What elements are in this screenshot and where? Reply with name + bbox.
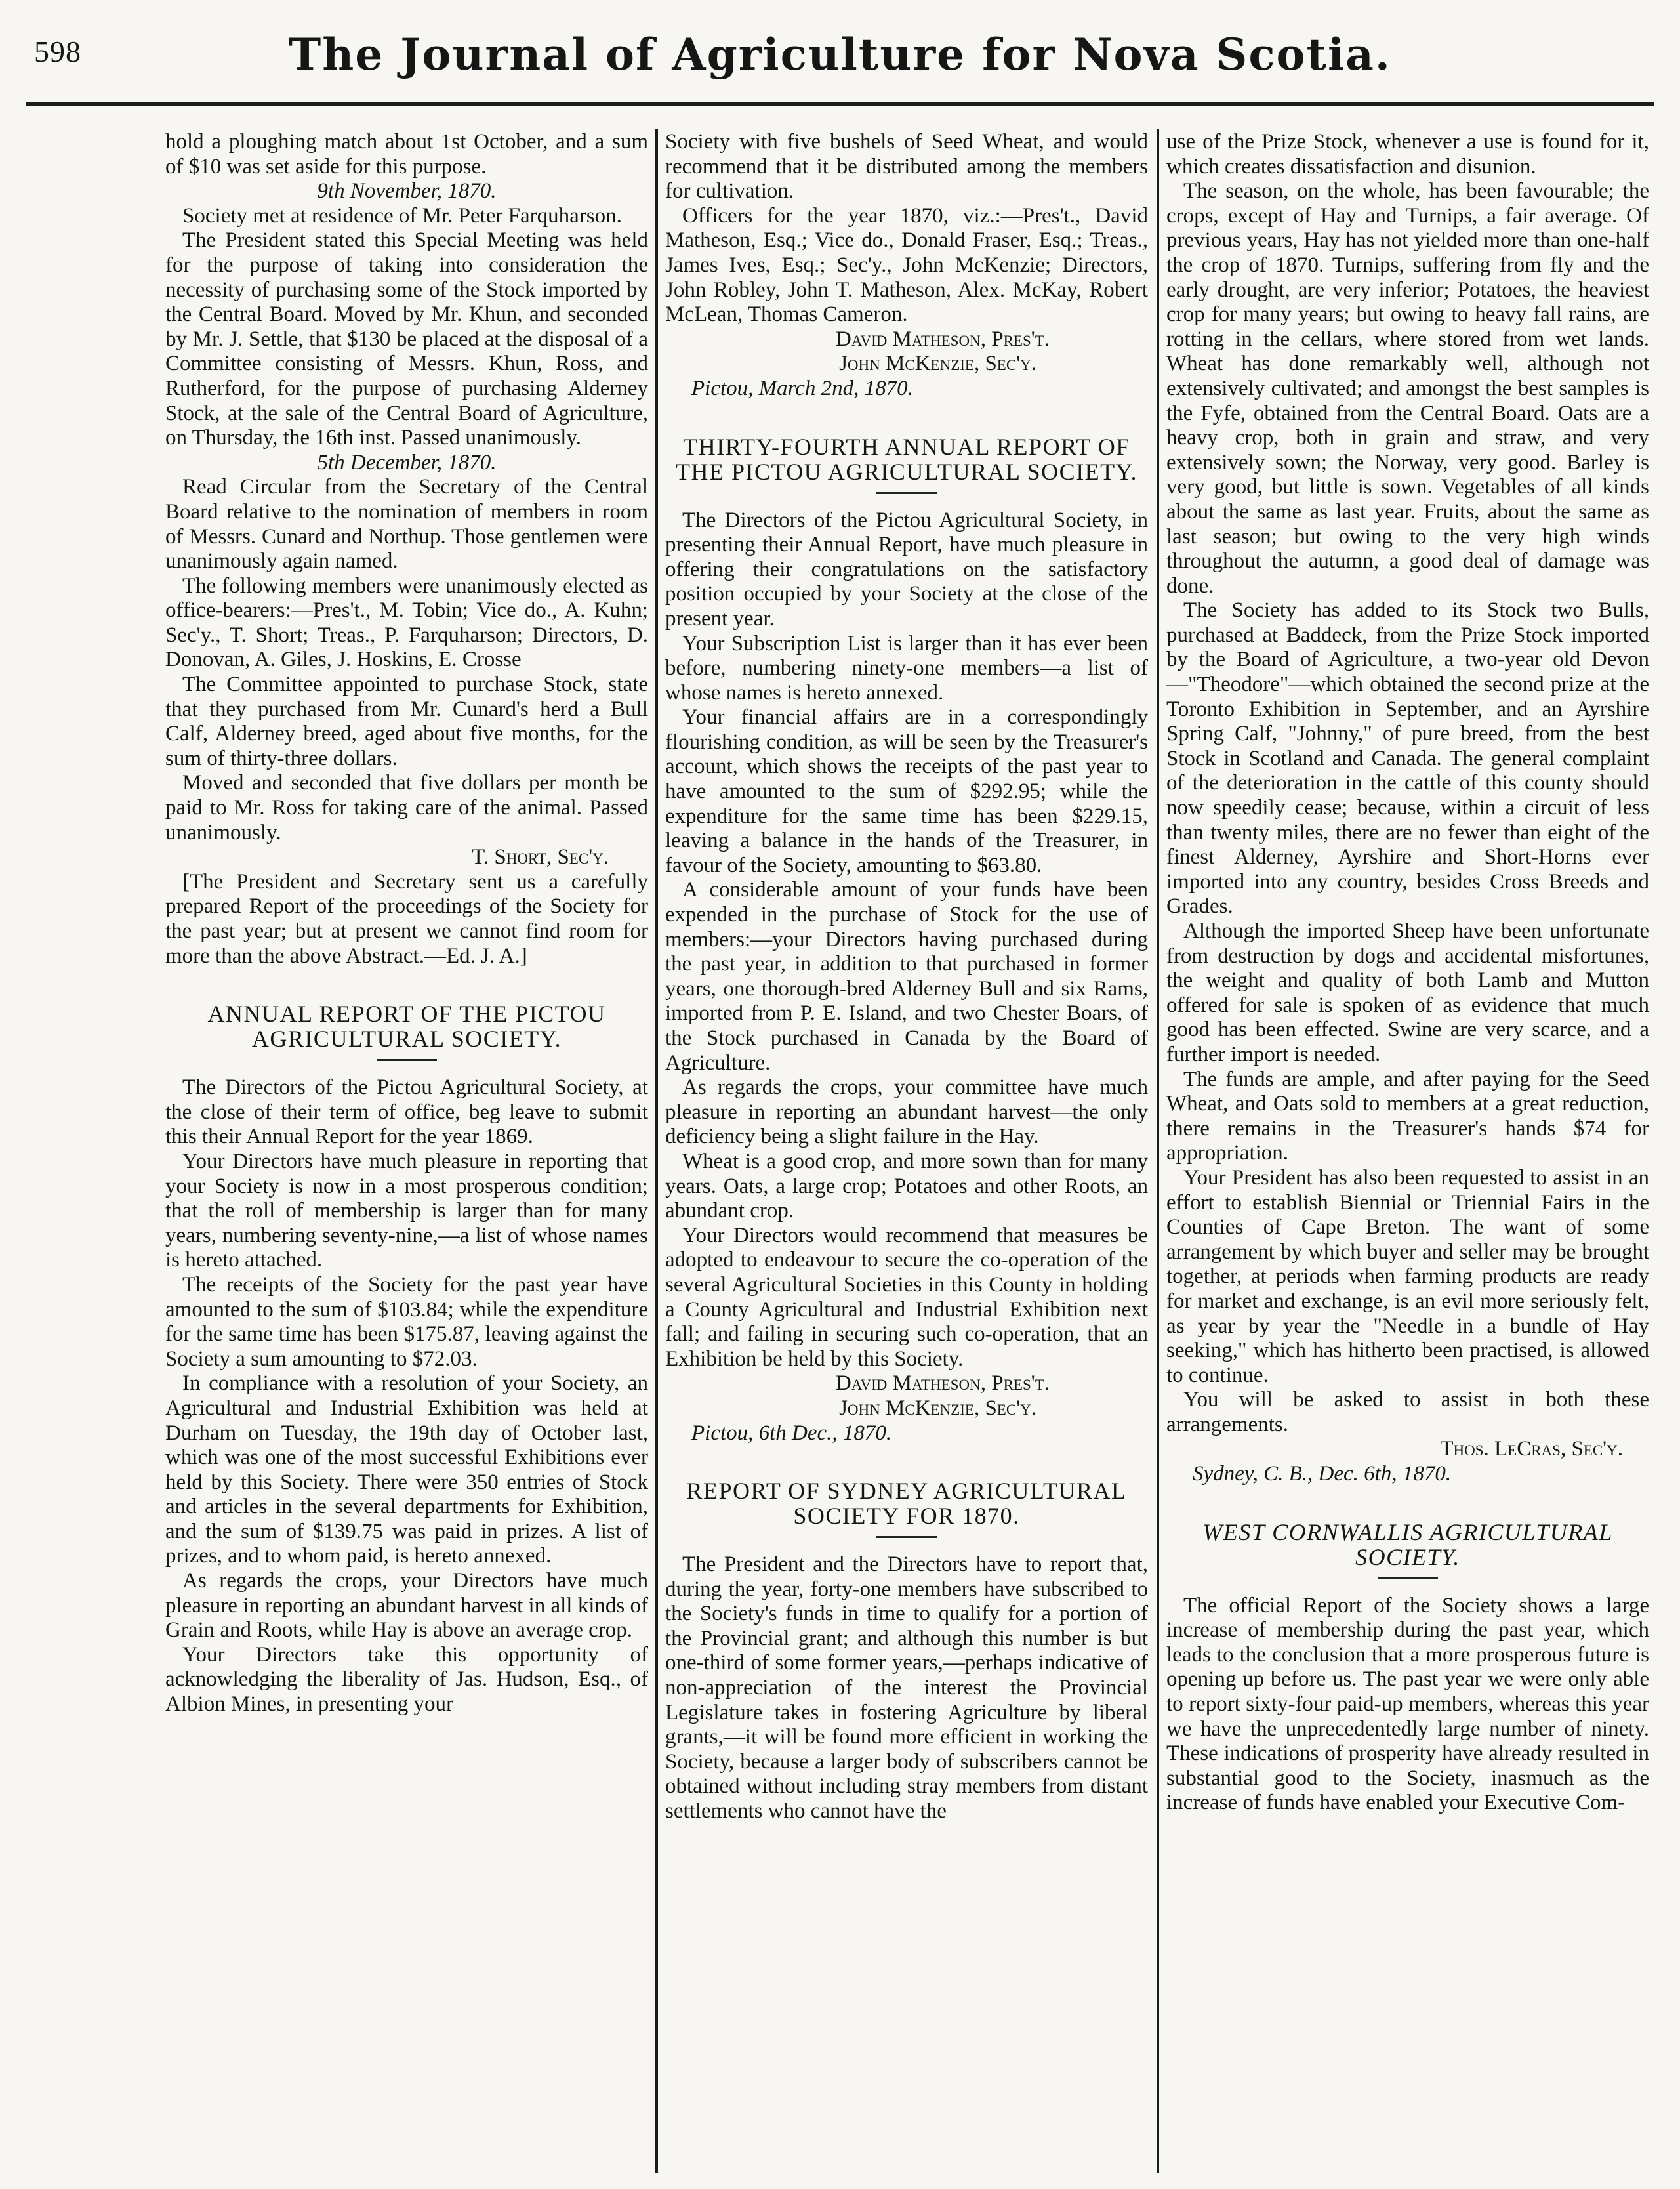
heading-rule — [377, 1059, 437, 1061]
signature: David Matheson, Pres't. — [835, 327, 1050, 351]
paragraph: Your President has also been requested to assist in an effort to establish Biennial or Triennial Fairs in the Counties of Cape Breton. The want of some arrangement by which buyer and seller may be brought together, at periods when farming products are ready for market and exchange, is an evil more seriously felt, as year by year the "Needle in a bundle of Hay seeking," which has hitherto been practised, is allowed to continue. — [1166, 1165, 1649, 1387]
paragraph: As regards the crops, your committee have much pleasure in reporting an abundant harvest—the only deficiency being a slight failure in the Hay. — [665, 1075, 1148, 1149]
paragraph: The Directors of the Pictou Agricultural Society, at the close of their term of office, beg leave to submit this their Annual Report for the year 1869. — [165, 1075, 648, 1149]
heading-rule — [1378, 1577, 1438, 1579]
signature: John McKenzie, Sec'y. — [839, 1396, 1036, 1420]
section-heading: WEST CORNWALLIS AGRICULTURAL SOCIETY. — [1202, 1518, 1613, 1570]
page-number: 598 — [34, 35, 81, 68]
paragraph: hold a ploughing match about 1st October, and a sum of $10 was set aside for this purpose. — [165, 130, 648, 178]
column-divider-1 — [655, 129, 658, 2173]
heading-rule — [876, 1536, 937, 1538]
paragraph: You will be asked to assist in both these arrangements. — [1166, 1388, 1649, 1436]
column-2 — [665, 130, 1148, 2177]
paragraph: The following members were unanimously elected as office-bearers:—Pres't., M. Tobin; Vice do., A. Kuhn; Sec'y., T. Short; Treas., P. Farquharson; Directors, D. Donovan, A. Giles, J. Hoskins, E. Crosse — [165, 573, 648, 672]
editor-note: [The President and Secretary sent us a carefully prepared Report of the proceedings of the Society for the past year; but at present we cannot find room for more than the above Abstract.—Ed. J. A.] — [165, 869, 648, 968]
paragraph: Your Directors have much pleasure in reporting that your Society is now in a most prosperous condition; that the roll of membership is larger than for many years, numbering seventy-nine,—a list of whose names is hereto attached. — [165, 1149, 648, 1272]
place-date: Pictou, 6th Dec., 1870. — [691, 1421, 892, 1445]
paragraph: The Directors of the Pictou Agricultural Society, in presenting their Annual Report, have much pleasure in offering their congratulations on the satisfactory position occupied by your Society at the close of the present year. — [665, 508, 1148, 631]
paragraph: Your financial affairs are in a correspondingly flourishing condition, as will be seen by the Treasurer's account, which shows the receipts of the past year to have amounted to the sum of $292.95; while the expenditure for the same time has been $229.15, leaving a balance in the hands of the Treasurer, in favour of the Society, amounting to $63.80. — [665, 705, 1148, 877]
paragraph: Read Circular from the Secretary of the Central Board relative to the nomination of members in room of Messrs. Cunard and Northup. Those gentlemen were unanimously again named. — [165, 475, 648, 573]
paragraph: Wheat is a good crop, and more sown than for many years. Oats, a large crop; Potatoes and other Roots, an abundant crop. — [665, 1149, 1148, 1223]
signature: Thos. LeCras, Sec'y. — [1440, 1437, 1623, 1461]
paragraph: The season, on the whole, has been favourable; the crops, except of Hay and Turnips, a fair average. Of previous years, Hay has not yielded more than one-half the crop of 1870. Turnips, suffering from fly and the early drought, are very inferior; Potatoes, the heaviest crop for many years; but owing to heavy fall rains, are rotting in the cellars, where stored from wet lands. Wheat has done remarkably well, although not extensively cultivated; and amongst the best samples is the Fyfe, obtained from the Central Board. Oats are a heavy crop, both in grain and straw, and very extensively sown; the Norway, very good. Barley is very good, but little is sown. Vegetables of all kinds about the same as last year. Fruits, about the same as last season; but owing to the very high winds throughout the autumn, a good deal of damage was done. — [1166, 179, 1649, 598]
signature: John McKenzie, Sec'y. — [839, 352, 1036, 376]
section-heading: REPORT OF SYDNEY AGRICULTURAL SOCIETY FOR 1870. — [686, 1478, 1127, 1530]
paragraph: The President and the Directors have to report that, during the year, forty-one members have subscribed to the Society's funds in time to qualify for a portion of the Provincial grant; and although this number is but one-third of some former years,—perhaps indicative of non-appreciation of the interest the Provincial Legislature takes in fostering Agriculture by liberal grants,—it will be found more efficient in working the Society, because a larger body of subscribers cannot be obtained without including stray members from distant settlements who cannot have the — [665, 1553, 1148, 1824]
section-heading: THIRTY-FOURTH ANNUAL REPORT OF THE PICTOU AGRICULTURAL SOCIETY. — [675, 433, 1138, 485]
header-rule — [26, 102, 1654, 106]
paragraph: A considerable amount of your funds have been expended in the purchase of Stock for the use of members:—your Directors having purchased during the past year, in addition to that purchased in former years, one thorough-bred Alderney Bull and six Rams, imported from P. E. Island, and two Chester Boars, of the Stock purchased in Canada by the Board of Agriculture. — [665, 878, 1148, 1075]
paragraph: Your Directors take this opportunity of acknowledging the liberality of Jas. Hudson, Esq., of Albion Mines, in presenting your — [165, 1642, 648, 1717]
place-date: Sydney, C. B., Dec. 6th, 1870. — [1193, 1462, 1452, 1486]
paragraph: use of the Prize Stock, whenever a use is found for it, which creates dissatisfaction and disunion. — [1166, 130, 1649, 178]
paragraph: The Committee appointed to purchase Stock, state that they purchased from Mr. Cunard's herd a Bull Calf, Alderney breed, aged about five months, for the sum of thirty-three dollars. — [165, 673, 648, 770]
paragraph: Moved and seconded that five dollars per month be paid to Mr. Ross for taking care of the animal. Passed unanimously. — [165, 771, 648, 844]
signature: David Matheson, Pres't. — [835, 1371, 1050, 1396]
paragraph: Society with five bushels of Seed Wheat, and would recommend that it be distributed among the members for cultivation. — [665, 130, 1148, 203]
journal-title: The Journal of Agriculture for Nova Scotia. — [289, 29, 1391, 80]
meeting-date: 9th November, 1870. — [317, 179, 497, 203]
paragraph: The official Report of the Society shows a large increase of membership during the past year, which leads to the conclusion that a more prosperous future is opening up before us. The past year we were only able to report sixty-four paid-up members, whereas this year we have the unprecedentedly large number of ninety. These indications of prosperity have already resulted in substantial good to the Society, inasmuch as the increase of funds have enabled your Executive Com- — [1166, 1593, 1649, 1815]
paragraph: The receipts of the Society for the past year have amounted to the sum of $103.84; while the expenditure for the same time has been $175.87, leaving against the Society a sum amounting to $72.03. — [165, 1272, 648, 1371]
paragraph: The funds are ample, and after paying for the Seed Wheat, and Oats sold to members at a great reduction, there remains in the Treasurer's hands $74 for appropriation. — [1166, 1067, 1649, 1165]
paragraph: Although the imported Sheep have been unfortunate from destruction by dogs and accidental misfortunes, the weight and quality of both Lamb and Mutton offered for sale is spoken of as evidence that much good has been effected. Swine are very scarce, and a further import is needed. — [1166, 919, 1649, 1066]
paragraph: Your Directors would recommend that measures be adopted to endeavour to secure the co-operation of the several Agricultural Societies in this County in holding a County Agricultural and Industrial Exhibition next fall; and failing in securing such co-operation, that an Exhibition be held by this Society. — [665, 1223, 1148, 1371]
paragraph: The Society has added to its Stock two Bulls, purchased at Baddeck, from the Prize Stock imported by the Board of Agriculture, a two-year old Devon—"Theodore"—which obtained the second prize at the Toronto Exhibition in September, and an Ayrshire Spring Calf, "Johnny," of pure breed, from the best Stock in Scotland and Canada. The general complaint of the deterioration in the cattle of this county should now speedily cease; because, within a circuit of less than twenty miles, there are no fewer than eight of the finest Alderney, Ayrshire and Short-Horns ever imported into any country, besides Cross Breeds and Grades. — [1166, 598, 1649, 919]
paragraph: Society met at residence of Mr. Peter Farquharson. — [182, 203, 622, 228]
paragraph: As regards the crops, your Directors have much pleasure in reporting an abundant harvest in all kinds of Grain and Roots, while Hay is above an average crop. — [165, 1569, 648, 1642]
heading-rule — [876, 492, 937, 494]
column-1 — [165, 130, 648, 2177]
place-date: Pictou, March 2nd, 1870. — [691, 376, 913, 400]
paragraph: Officers for the year 1870, viz.:—Pres't., David Matheson, Esq.; Vice do., Donald Fraser, Esq.; Treas., James Ives, Esq.; Sec'y., John McKenzie; Directors, John Robley, John T. Matheson, Alex. McKay, Robert McLean, Thomas Cameron. — [665, 203, 1148, 327]
section-heading: ANNUAL REPORT OF THE PICTOU AGRICULTURAL SOCIETY. — [207, 1001, 606, 1053]
paragraph: The President stated this Special Meeting was held for the purpose of taking into consideration the necessity of purchasing some of the Stock imported by the Central Board. Moved by Mr. Khun, and seconded by Mr. J. Settle, that $130 be placed at the disposal of a Committee consisting of Messrs. Khun, Ross, and Rutherford, for the purpose of purchasing Alderney Stock, at the sale of the Central Board of Agriculture, on Thursday, the 16th inst. Passed unanimously. — [165, 228, 648, 450]
paragraph: Your Subscription List is larger than it has ever been before, numbering ninety-one members—a list of whose names is hereto annexed. — [665, 631, 1148, 705]
meeting-date: 5th December, 1870. — [317, 450, 497, 474]
column-3 — [1166, 130, 1649, 2177]
signature: T. Short, Sec'y. — [472, 845, 609, 869]
paragraph: In compliance with a resolution of your Society, an Agricultural and Industrial Exhibition was held at Durham on Tuesday, the 19th day of October last, which was one of the most successful Exhibitions ever held by this Society. There were 350 entries of Stock and articles in the several departments for Exhibition, and the sum of $139.75 was paid in prizes. A list of prizes, and to whom paid, is hereto annexed. — [165, 1371, 648, 1568]
column-divider-2 — [1157, 129, 1159, 2173]
